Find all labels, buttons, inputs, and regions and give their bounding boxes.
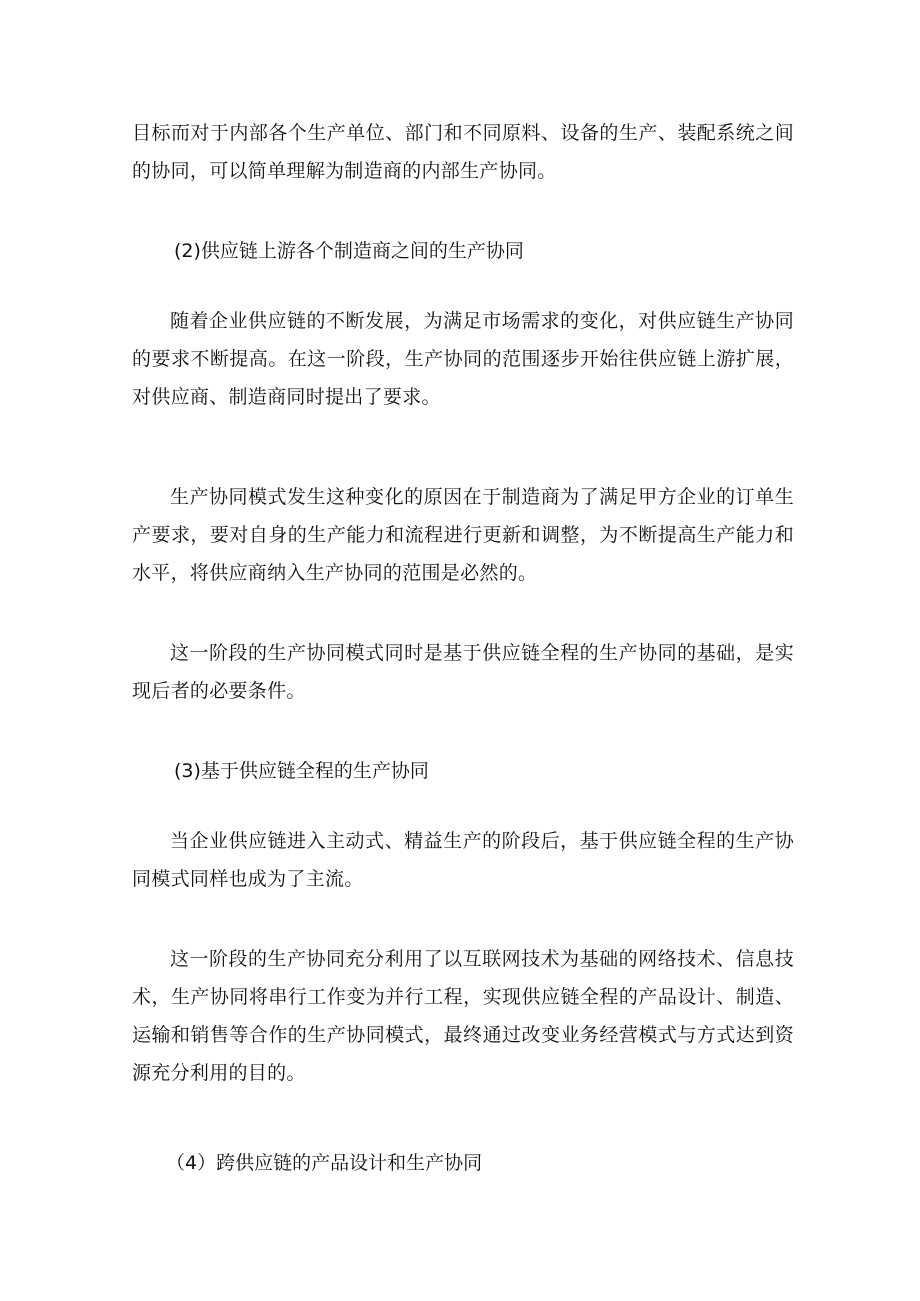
heading-cross-chain-design: （4）跨供应链的产品设计和生产协同 [166,1152,483,1174]
heading-upstream-collaboration: (2)供应链上游各个制造商之间的生产协同 [174,240,524,262]
paragraph-change-reason: 生产协同模式发生这种变化的原因在于制造商为了满足甲方企业的订单生产要求，要对自身的生产能力和流程进行更新和调整，为不断提高生产能力和水平，将供应商纳入生产协同的范围是必然的。 [132,486,794,584]
paragraph-stage-basis: 这一阶段的生产协同模式同时是基于供应链全程的生产协同的基础，是实现后者的必要条件。 [132,642,794,702]
paragraph-internet-technology: 这一阶段的生产协同充分利用了以互联网技术为基础的网络技术、信息技术，生产协同将串行工作变为并行工程，实现供应链全程的产品设计、制造、运输和销售等合作的生产协同模式，最终通过改变业务经营模式与方式达到资源充分利用的目的。 [132,948,794,1084]
paragraph-internal-collaboration: 目标而对于内部各个生产单位、部门和不同原料、设备的生产、装配系统之间的协同，可以简单理解为制造商的内部生产协同。 [132,122,794,182]
heading-full-chain-collaboration: (3)基于供应链全程的生产协同 [174,760,429,782]
paragraph-lean-production: 当企业供应链进入主动式、精益生产的阶段后，基于供应链全程的生产协同模式同样也成为了主流。 [132,830,794,890]
paragraph-supply-chain-development: 随着企业供应链的不断发展，为满足市场需求的变化，对供应链生产协同的要求不断提高。在这一阶段，生产协同的范围逐步开始往供应链上游扩展，对供应商、制造商同时提出了要求。 [132,310,794,408]
